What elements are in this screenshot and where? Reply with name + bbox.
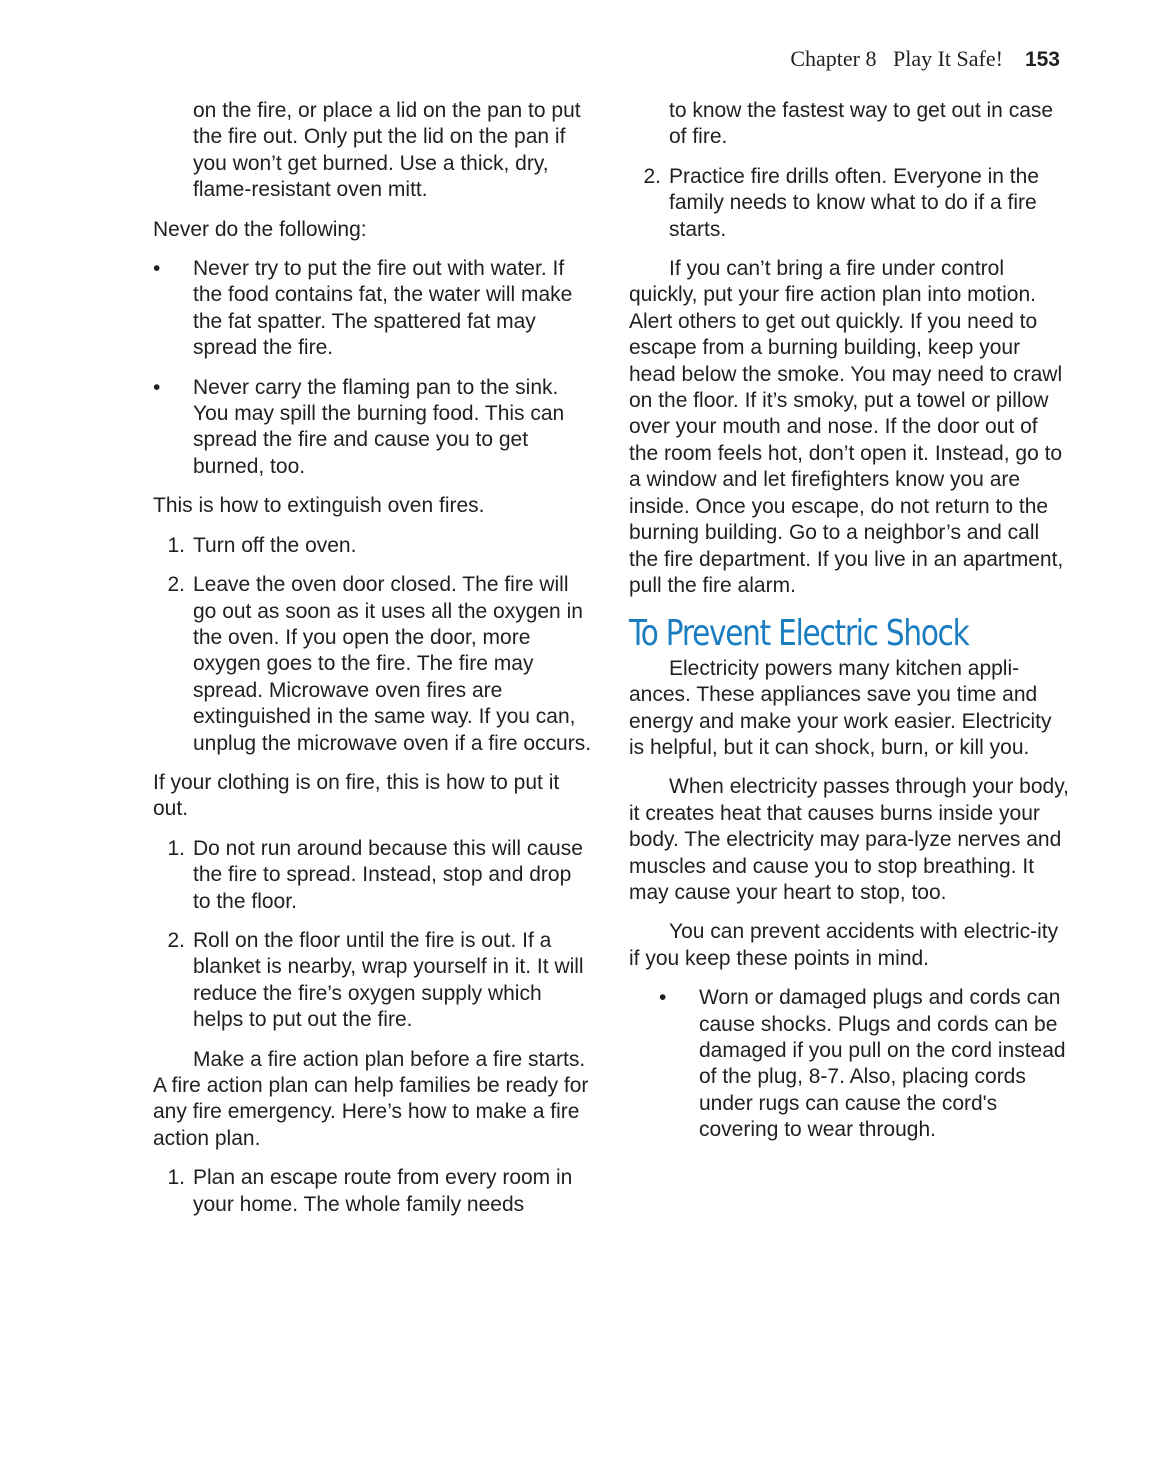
right-column (629, 98, 1069, 1157)
paragraph: When electricity passes through your body, it creates heat that causes burns inside your body. The electricity may para-lyze nerves and muscles and cause you to stop breathing. It may cause your heart to stop, too. (629, 775, 1069, 904)
bullet-icon: • (153, 375, 161, 399)
continued-step: to know the fastest way to get out in case of fire. (669, 99, 1054, 149)
bullet-icon: • (659, 986, 667, 1010)
list-item: 1. Do not run around because this will cause the fire to spread. Instead, stop and drop to the floor. (167, 836, 583, 913)
list-item: 2. Leave the oven door closed. The fire will go out as soon as it uses all the oxygen in the oven. If you open the door, more oxygen goes to the fire. The fire may spread. Microwave oven fires are extinguished in the same way. If you can, unplug the microwave oven if a fire occurs. (167, 573, 592, 755)
oven-intro: This is how to extinguish oven fires. (153, 494, 485, 518)
list-item: 1. Plan an escape route from every room in your home. The whole family needs (167, 1166, 573, 1216)
section-heading: To Prevent Electric Shock (629, 613, 969, 655)
continued-paragraph: on the fire, or place a lid on the pan to put the fire out. Only put the lid on the pan if you won’t get burned. Use a thick, dry, flame-resistant oven mitt. (193, 99, 581, 202)
running-header (790, 46, 1060, 72)
paragraph: Electricity powers many kitchen appli-ances. These appliances save you time and energy and make your work easier. Electricity is helpful, but it can shock, burn, or kill you. (629, 656, 1052, 759)
clothing-intro: If your clothing is on fire, this is how to put it out. (153, 770, 560, 821)
list-item: • Worn or damaged plugs and cords can cause shocks. Plugs and cords can be damaged if you pull on the cord instead of the plug, 8-7. Also, placing cords under rugs can cause the cord's covering to wear through. (629, 985, 1069, 1143)
chapter-title: Chapter 8 Play It Safe! (790, 46, 1003, 71)
page-number: 153 (1024, 48, 1060, 71)
list-item: • Never try to put the fire out with water. If the food contains fat, the water will make the fat spatter. The spattered fat may spread the fire. (153, 256, 593, 362)
list-item: • Never carry the flaming pan to the sink. You may spill the burning food. This can spread the fire and cause you to get burned, too. (153, 375, 593, 481)
list-item: 1. Turn off the oven. (167, 533, 357, 557)
list-item: 2. Roll on the floor until the fire is out. If a blanket is nearby, wrap yourself in it. It will reduce the fire’s oxygen supply which helps to put out the fire. (167, 928, 584, 1032)
plan-paragraph: Make a fire action plan before a fire starts. A fire action plan can help families be ready for any fire emergency. Here’s how to make a fire action plan. (153, 1047, 589, 1150)
paragraph: You can prevent accidents with electric-ity if you keep these points in mind. (629, 920, 1059, 970)
list-item: 2. Practice fire drills often. Everyone in the family needs to know what to do if a fire starts. (643, 164, 1040, 241)
never-intro: Never do the following: (153, 217, 367, 241)
left-column (153, 98, 593, 1231)
escape-paragraph: If you can’t bring a fire under control quickly, put your fire action plan into motion. Alert others to get out quickly. If you need to escape from a burning building, keep your head below the smoke. You may need to crawl on the floor. If it’s smoky, put a towel or pillow over your mouth and nose. If the door out of the room feels hot, don’t open it. Instead, go to a window and let firefighters know you are inside. Once you escape, do not return to the burning building. Go to a neighbor’s and call the fire department. If you live in an apartment, pull the fire alarm. (629, 257, 1064, 597)
bullet-icon: • (153, 257, 161, 281)
